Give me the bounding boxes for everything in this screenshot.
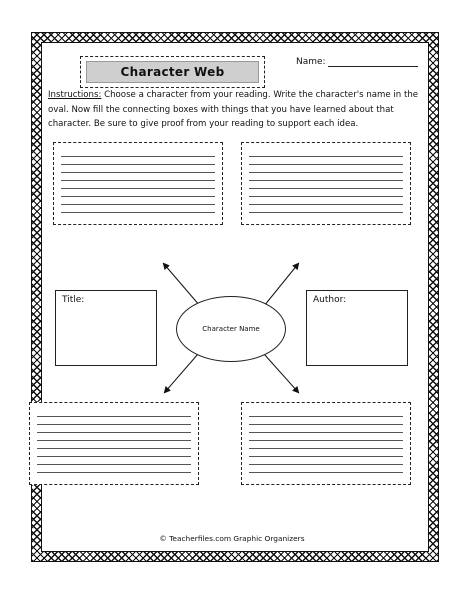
arrow-bottom-right <box>264 354 298 392</box>
page-title: Character Web <box>86 61 259 83</box>
author-box-label: Author: <box>313 295 347 305</box>
arrow-bottom-left <box>165 354 198 392</box>
arrow-top-left <box>164 264 200 306</box>
character-name-oval[interactable] <box>176 296 286 362</box>
title-box-label: Title: <box>62 295 85 305</box>
instructions-lead: Instructions: <box>48 90 102 100</box>
name-label: Name: <box>296 57 326 67</box>
character-name-label: Character Name <box>202 325 260 333</box>
footer-credit: © Teacherfiles.com Graphic Organizers <box>159 534 305 543</box>
arrow-top-right <box>264 264 298 306</box>
instructions-text: Choose a character from your reading. Write the character's name in the oval. Now fill the connecting boxes with things that you have learned about that character. Be sure to give proof from your reading to support each idea. <box>48 90 419 129</box>
